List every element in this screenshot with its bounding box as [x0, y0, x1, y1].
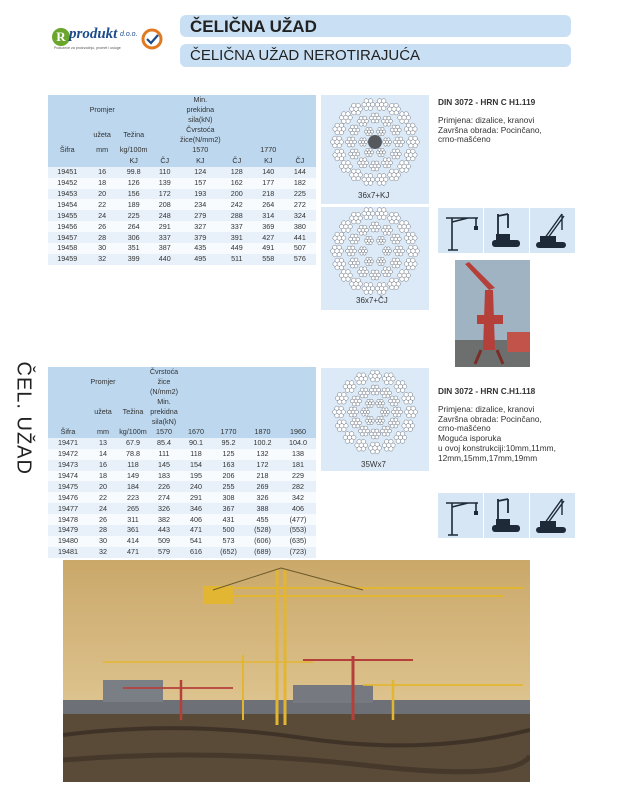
table-cell: [280, 367, 316, 397]
table-cell: 206: [212, 471, 245, 482]
table-cell: 272: [284, 199, 316, 210]
table-cell: KJ: [118, 156, 150, 167]
table-cell: (606): [245, 536, 280, 547]
rope-table-1: [48, 95, 316, 265]
table-row: [48, 471, 316, 482]
table-cell: 225: [284, 189, 316, 200]
table-cell: 16: [86, 167, 117, 178]
lattice-boom-crane-icon: [530, 493, 575, 538]
table-cell: 19476: [48, 492, 88, 503]
table-cell: 616: [180, 547, 212, 558]
table-cell: 379: [180, 232, 221, 243]
table-cell: 19481: [48, 547, 88, 558]
table-row: [48, 460, 316, 471]
table-cell: 163: [212, 460, 245, 471]
table-cell: 1770: [212, 427, 245, 438]
table-cell: 172: [150, 189, 180, 200]
table-cell: kg/100m: [119, 427, 147, 437]
table-cell: 181: [280, 460, 316, 471]
table-cell: 183: [148, 471, 180, 482]
table-cell: 124: [180, 167, 221, 178]
crawler-crane-icon: [484, 493, 529, 538]
table-cell: užeta: [86, 125, 117, 145]
table-cell: 558: [253, 254, 284, 265]
table-cell: 274: [148, 492, 180, 503]
table-row: [48, 221, 316, 232]
table-cell: Težina: [118, 397, 148, 427]
table-row: [48, 449, 316, 460]
table-cell: 110: [150, 167, 180, 178]
table-row: [48, 536, 316, 547]
table-cell: 380: [284, 221, 316, 232]
table-row: [48, 503, 316, 514]
table-cell: 500: [212, 525, 245, 536]
table-cell: 22: [88, 492, 118, 503]
table-cell: 19472: [48, 449, 88, 460]
table-cell: [253, 95, 284, 125]
table-cell: [86, 156, 117, 167]
table-cell: 118: [118, 460, 148, 471]
side-section-label: [8, 360, 34, 480]
spec-line: u ovoj konstrukciji:10mm,11mm,: [438, 442, 556, 453]
spec-line: Primjena: dizalice, kranovi: [438, 403, 535, 414]
table-cell: [284, 95, 316, 125]
table-cell: 314: [253, 210, 284, 221]
application-icons-1: [438, 208, 575, 253]
table-cell: 337: [221, 221, 253, 232]
table-cell: 154: [180, 460, 212, 471]
table-cell: mm: [86, 145, 117, 156]
table-cell: 100.2: [245, 438, 280, 449]
table-cell: 471: [180, 525, 212, 536]
tower-crane-icon: [438, 208, 483, 253]
table-cell: [150, 95, 180, 125]
table-cell: 388: [245, 503, 280, 514]
table-cell: 19471: [48, 438, 88, 449]
table-cell: 443: [148, 525, 180, 536]
table-cell: 20: [88, 481, 118, 492]
table-cell: 19478: [48, 514, 88, 525]
side-label-text: ČEL. UŽAD: [12, 361, 35, 475]
table-cell: 265: [118, 503, 148, 514]
table-cell: 200: [221, 189, 253, 200]
table-cell: 511: [221, 254, 253, 265]
table-cell: 182: [284, 178, 316, 189]
table-cell: 308: [212, 492, 245, 503]
table-cell: (635): [280, 536, 316, 547]
harbour-crane-photo: [455, 260, 530, 367]
table-cell: 507: [284, 243, 316, 254]
table-cell: 326: [245, 492, 280, 503]
table-cell: 67.9: [118, 438, 148, 449]
table-cell: 441: [284, 232, 316, 243]
table-cell: 471: [118, 547, 148, 558]
table-cell: [212, 367, 245, 397]
table-cell: [180, 367, 212, 397]
table-cell: 346: [180, 503, 212, 514]
table-cell: 264: [118, 221, 150, 232]
table-cell: 351: [118, 243, 150, 254]
table-cell: 242: [221, 199, 253, 210]
table-cell: ČJ: [221, 156, 253, 167]
table-cell: 399: [118, 254, 150, 265]
table-cell: (652): [212, 547, 245, 558]
tower-crane-icon: [438, 493, 483, 538]
table-cell: 240: [180, 481, 212, 492]
spec-line: 12mm,15mm,17mm,19mm: [438, 452, 538, 463]
table-cell: 435: [180, 243, 221, 254]
table-cell: 19453: [48, 189, 86, 200]
standard-code: DIN 3072 - HRN C.H1.118: [438, 386, 536, 396]
table-cell: 19459: [48, 254, 86, 265]
table-cell: (553): [280, 525, 316, 536]
table-cell: 195: [180, 471, 212, 482]
diagram-label: 36x7+ČJ: [356, 296, 388, 305]
table-cell: 19474: [48, 471, 88, 482]
spec-line: crno-mašćeno: [438, 423, 491, 434]
table-cell: (477): [280, 514, 316, 525]
table-cell: 126: [118, 178, 150, 189]
table-cell: 184: [118, 481, 148, 492]
table-cell: 282: [280, 481, 316, 492]
table-cell: 342: [280, 492, 316, 503]
rope-cross-section-35wx7: [321, 368, 429, 471]
table-row: [48, 232, 316, 243]
table-cell: [118, 95, 150, 125]
table-cell: 99.8: [118, 167, 150, 178]
table-cell: 85.4: [148, 438, 180, 449]
table-cell: [118, 367, 148, 397]
table-row: [48, 210, 316, 221]
table-row: [48, 514, 316, 525]
table-cell: 145: [148, 460, 180, 471]
table-cell: (528): [245, 525, 280, 536]
table-cell: 125: [212, 449, 245, 460]
table-cell: 491: [253, 243, 284, 254]
table-cell: 1960: [280, 427, 316, 438]
table-cell: 162: [221, 178, 253, 189]
table-header-row: [48, 95, 316, 125]
lattice-boom-crane-icon: [530, 208, 575, 253]
table-cell: Promjer: [86, 95, 117, 125]
logo-mark: R: [52, 28, 70, 46]
table-cell: Min. prekidna sila(kN): [148, 397, 180, 427]
table-row: [48, 492, 316, 503]
table-cell: 32: [88, 547, 118, 558]
table-row: [48, 189, 316, 200]
table-row: [48, 167, 316, 178]
table-cell: 19454: [48, 199, 86, 210]
table-cell: 24: [88, 503, 118, 514]
table-cell: 95.2: [212, 438, 245, 449]
table-cell: [150, 145, 180, 156]
table-cell: 406: [180, 514, 212, 525]
table-cell: 337: [150, 232, 180, 243]
table-cell: 149: [118, 471, 148, 482]
table-cell: 440: [150, 254, 180, 265]
table-cell: 193: [180, 189, 221, 200]
table-cell: [221, 145, 253, 156]
table-cell: 19458: [48, 243, 86, 254]
table-cell: 255: [212, 481, 245, 492]
table-cell: 1570: [148, 427, 180, 438]
table-cell: Šifra: [48, 427, 88, 438]
table-cell: 306: [118, 232, 150, 243]
table-cell: 223: [118, 492, 148, 503]
table-cell: 19456: [48, 221, 86, 232]
table-cell: 138: [280, 449, 316, 460]
table-header-row: [48, 397, 316, 427]
table-cell: 382: [148, 514, 180, 525]
spec-line: crno-mašćeno: [438, 134, 491, 145]
diagram-label: 35Wx7: [361, 460, 386, 469]
spec-line: Primjena: dizalice, kranovi: [438, 114, 535, 125]
table-cell: 1770: [253, 145, 284, 156]
table-cell: [253, 125, 284, 145]
table-cell: 579: [148, 547, 180, 558]
table-cell: Promjer: [88, 367, 118, 397]
table-cell: 13: [88, 438, 118, 449]
table-cell: [48, 397, 88, 427]
table-cell: 26: [86, 221, 117, 232]
table-header-row: [48, 156, 316, 167]
table-cell: 248: [150, 210, 180, 221]
table-cell: 218: [245, 471, 280, 482]
table-cell: [48, 125, 86, 145]
table-header-row: [48, 125, 316, 145]
table-cell: KJ: [253, 156, 284, 167]
table-cell: 369: [253, 221, 284, 232]
table-cell: 22: [86, 199, 117, 210]
table-cell: 431: [212, 514, 245, 525]
table-cell: 19455: [48, 210, 86, 221]
table-cell: 30: [88, 536, 118, 547]
table-cell: 24: [86, 210, 117, 221]
table-cell: 18: [86, 178, 117, 189]
table-cell: 139: [150, 178, 180, 189]
table-cell: 19479: [48, 525, 88, 536]
table-cell: [48, 95, 86, 125]
table-cell: 189: [118, 199, 150, 210]
table-cell: 140: [253, 167, 284, 178]
table-cell: 20: [86, 189, 117, 200]
table-cell: [245, 397, 280, 427]
table-cell: 225: [118, 210, 150, 221]
table-cell: 573: [212, 536, 245, 547]
table-cell: 288: [221, 210, 253, 221]
table-cell: (689): [245, 547, 280, 558]
table-cell: 264: [253, 199, 284, 210]
table-cell: 269: [245, 481, 280, 492]
table-cell: 218: [253, 189, 284, 200]
table-cell: ČJ: [150, 156, 180, 167]
rope-cross-section-36x7-cj: [321, 207, 429, 310]
table-cell: 19452: [48, 178, 86, 189]
table-cell: 311: [118, 514, 148, 525]
table-cell: 576: [284, 254, 316, 265]
table-cell: [280, 397, 316, 427]
table-cell: 26: [88, 514, 118, 525]
table-header-row: [48, 367, 316, 397]
logo-suffix: d.o.o.: [120, 31, 138, 38]
table-cell: 208: [150, 199, 180, 210]
logo-tagline: Poduzeće za proizvodnju, promet i usluge: [54, 46, 121, 50]
table-cell: Čvrstoća žice(N/mm2): [179, 125, 221, 144]
table-cell: 367: [212, 503, 245, 514]
table-cell: [180, 397, 212, 427]
table-cell: 406: [280, 503, 316, 514]
table-cell: užeta: [88, 397, 118, 427]
table-cell: 157: [180, 178, 221, 189]
table-cell: 229: [280, 471, 316, 482]
table-cell: 361: [118, 525, 148, 536]
table-cell: 132: [245, 449, 280, 460]
table-cell: Težina: [118, 125, 150, 145]
table-header-row: [48, 427, 316, 438]
table-cell: KJ: [180, 156, 221, 167]
table-cell: 177: [253, 178, 284, 189]
table-row: [48, 243, 316, 254]
table-cell: [221, 125, 253, 145]
table-header-row: [48, 145, 316, 156]
table-cell: 455: [245, 514, 280, 525]
spec-block-2: [438, 387, 598, 464]
page-subtitle: ČELIČNA UŽAD NEROTIRAJUĆA: [180, 44, 571, 67]
table-cell: 427: [253, 232, 284, 243]
table-row: [48, 481, 316, 492]
table-cell: 1670: [180, 427, 212, 438]
table-row: [48, 547, 316, 558]
table-cell: mm: [88, 427, 118, 438]
table-cell: [48, 156, 86, 167]
table-cell: 291: [150, 221, 180, 232]
rope-table-2: [48, 367, 316, 558]
table-cell: 16: [88, 460, 118, 471]
diagram-label: 36x7+KJ: [358, 191, 390, 200]
table-row: [48, 178, 316, 189]
table-cell: Čvrstoća žice (N/mm2): [149, 367, 179, 396]
table-cell: 391: [221, 232, 253, 243]
standard-code: DIN 3072 - HRN C H1.119: [438, 97, 536, 107]
table-cell: 32: [86, 254, 117, 265]
table-cell: 104.0: [280, 438, 316, 449]
table-cell: 326: [148, 503, 180, 514]
table-cell: 118: [180, 449, 212, 460]
application-icons-2: [438, 493, 575, 538]
logo-name: produkt: [69, 26, 118, 42]
table-cell: 172: [245, 460, 280, 471]
table-cell: 541: [180, 536, 212, 547]
table-cell: Šifra: [48, 145, 86, 156]
table-cell: 234: [180, 199, 221, 210]
table-cell: (723): [280, 547, 316, 558]
table-cell: [48, 367, 88, 397]
spec-line: Završna obrada: Pocinčano,: [438, 124, 542, 135]
crawler-crane-icon: [484, 208, 529, 253]
table-cell: 19451: [48, 167, 86, 178]
spec-block-1: [438, 98, 598, 145]
table-cell: 30: [86, 243, 117, 254]
table-cell: [284, 145, 316, 156]
table-cell: 279: [180, 210, 221, 221]
table-cell: 414: [118, 536, 148, 547]
table-row: [48, 438, 316, 449]
table-cell: 291: [180, 492, 212, 503]
table-cell: 14: [88, 449, 118, 460]
rope-cross-section-36x7-kj: [321, 95, 429, 204]
table-cell: Min. prekidna sila(kN): [180, 95, 221, 125]
table-cell: 28: [86, 232, 117, 243]
table-cell: 90.1: [180, 438, 212, 449]
table-cell: ČJ: [284, 156, 316, 167]
spec-line: Završna obrada: Pocinčano,: [438, 413, 542, 424]
table-cell: 19473: [48, 460, 88, 471]
table-cell: 324: [284, 210, 316, 221]
spec-line: Moguća isporuka: [438, 433, 502, 444]
table-cell: 1870: [245, 427, 280, 438]
table-cell: [284, 125, 316, 145]
table-row: [48, 199, 316, 210]
table-cell: 327: [180, 221, 221, 232]
table-cell: 226: [148, 481, 180, 492]
table-cell: 495: [180, 254, 221, 265]
table-cell: 449: [221, 243, 253, 254]
construction-site-photo: [63, 560, 530, 782]
table-cell: 111: [148, 449, 180, 460]
table-row: [48, 254, 316, 265]
table-cell: 156: [118, 189, 150, 200]
page-title: ČELIČNA UŽAD: [180, 15, 571, 37]
table-cell: [212, 397, 245, 427]
table-cell: 509: [148, 536, 180, 547]
table-cell: [221, 95, 253, 125]
table-cell: 18: [88, 471, 118, 482]
table-cell: [245, 367, 280, 397]
table-cell: 19457: [48, 232, 86, 243]
certificate-badge-icon: [141, 28, 163, 50]
table-cell: kg/100m: [118, 145, 150, 156]
table-cell: 19475: [48, 481, 88, 492]
table-cell: 28: [88, 525, 118, 536]
table-cell: 78.8: [118, 449, 148, 460]
table-cell: 19480: [48, 536, 88, 547]
table-cell: 1570: [180, 145, 221, 156]
table-cell: [150, 125, 180, 145]
table-cell: 387: [150, 243, 180, 254]
table-cell: 128: [221, 167, 253, 178]
table-cell: 144: [284, 167, 316, 178]
table-cell: 19477: [48, 503, 88, 514]
table-row: [48, 525, 316, 536]
